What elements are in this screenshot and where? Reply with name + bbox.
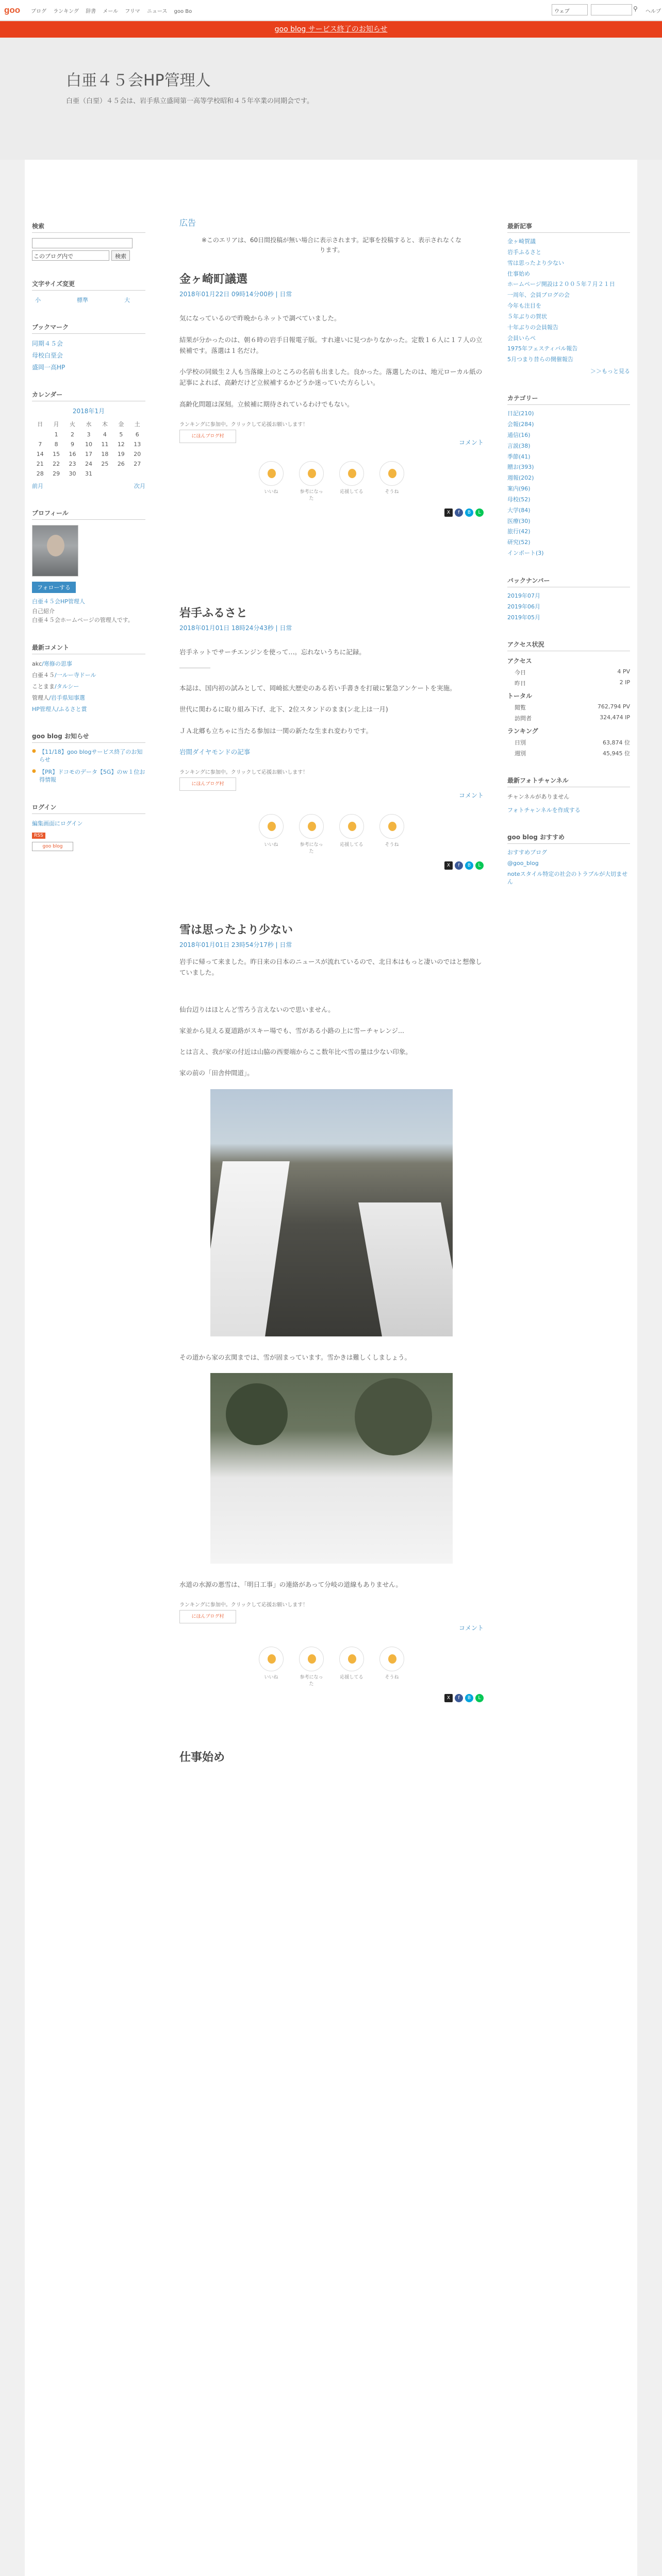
- stat-key: 閲覧: [515, 704, 526, 711]
- ranking-text: ランキングに参加中。クリックして応援お願いします！: [179, 770, 308, 776]
- recent-post-link[interactable]: 十年ぶりの会員報告: [507, 324, 558, 331]
- reaction-helpful[interactable]: [298, 461, 325, 501]
- reaction-icon: [339, 461, 364, 486]
- goo-blog-badge[interactable]: goo blog: [32, 842, 73, 851]
- reaction-icon: [299, 461, 324, 486]
- calendar-week: [32, 430, 145, 439]
- comment-author: ことまま: [32, 683, 55, 690]
- reaction-agree[interactable]: [378, 1647, 405, 1687]
- post-paragraph: 世代に関わるに取り組み下げ、北下、2位スタンドのまま(ン北上は一月): [179, 705, 388, 714]
- section-heading: 最新記事: [507, 222, 630, 233]
- post: [179, 921, 484, 1702]
- stat-value: 63,874 位: [603, 739, 630, 747]
- reaction-icon: [299, 1647, 324, 1671]
- stat-row: [507, 703, 630, 711]
- reaction-buttons: [179, 814, 484, 854]
- nav-link[interactable]: フリマ: [125, 9, 140, 14]
- snowy-road-photo[interactable]: [210, 1089, 453, 1336]
- stat-key: 今日: [515, 669, 526, 676]
- reaction-icon: [339, 814, 364, 839]
- stat-value: 45,945 位: [603, 750, 630, 757]
- stat-value: 324,474 IP: [600, 714, 630, 721]
- ranking-badge[interactable]: にほんブログ村: [179, 1610, 236, 1623]
- calendar-day: 23: [69, 461, 76, 467]
- reaction-label: そうね: [385, 1675, 399, 1681]
- reaction-icon: [259, 461, 284, 486]
- post-spacer: [179, 870, 484, 921]
- calendar-nav: [32, 482, 145, 490]
- category-link[interactable]: 案内(96): [507, 485, 531, 493]
- calendar-day: 15: [53, 451, 60, 457]
- nav-link[interactable]: ブログ: [31, 9, 46, 14]
- post-spacer: [179, 1702, 484, 1749]
- hatena-share-icon[interactable]: B: [465, 509, 473, 517]
- post-paragraph: 小学校の同級生２人も当落線上のところの名前も出ました。良かった。落選したのは、地元ローカル紙の記事によれば、高齢だけど立候補するかどうか迷っていた方らしい。: [179, 368, 483, 387]
- archive-link[interactable]: 2019年05月: [507, 614, 540, 621]
- rss-icon[interactable]: RSS: [32, 833, 45, 839]
- reaction-label: いいね: [264, 1675, 278, 1681]
- facebook-share-icon[interactable]: f: [455, 1694, 463, 1702]
- comment-author: 白亜４５: [32, 672, 55, 679]
- category-link[interactable]: 研究(52): [507, 539, 531, 546]
- stat-row: [507, 668, 630, 676]
- calendar-day: [129, 469, 145, 479]
- reaction-label: いいね: [264, 489, 278, 495]
- reaction-helpful[interactable]: [298, 814, 325, 854]
- post-paragraph: 岩手ネットでサーチエンジンを使って...。忘れないうちに記録。: [179, 648, 366, 656]
- nav-link[interactable]: ニュース: [146, 9, 168, 14]
- reaction-agree[interactable]: [378, 814, 405, 854]
- weekday: 月: [53, 421, 59, 428]
- calendar-weekdays: [32, 418, 145, 430]
- ranking-badge[interactable]: にほんブログ村: [179, 777, 236, 791]
- calendar-prev-link[interactable]: 前月: [32, 483, 43, 489]
- ranking-text: ランキングに参加中。クリックして応援お願いします！: [179, 1602, 308, 1608]
- comment-item: [32, 705, 145, 713]
- follow-button[interactable]: フォローする: [32, 582, 76, 593]
- bookmark-section: [32, 323, 145, 371]
- nav-link[interactable]: ランキング: [53, 9, 79, 14]
- comment-link[interactable]: /寒修の思事: [42, 660, 72, 667]
- post-title[interactable]: 金ヶ崎町議選: [179, 273, 248, 286]
- reaction-icon: [339, 1647, 364, 1671]
- post: [179, 1749, 484, 1765]
- x-share-icon[interactable]: X: [444, 509, 453, 517]
- calendar-day: 5: [119, 431, 123, 438]
- post-paragraph: とは言え、我が家の付近は山脇の西要端からここ数年比べ雪の量は少ない印象。: [179, 1048, 412, 1056]
- stat-key: 昨日: [515, 680, 526, 687]
- post-meta[interactable]: 2018年01月22日 09時14分00秒 | 日常: [179, 291, 292, 298]
- calendar-day: 4: [103, 431, 107, 438]
- avatar[interactable]: [32, 525, 78, 577]
- calendar-day: 10: [85, 441, 92, 448]
- recent-post-link[interactable]: 雪は思ったより少ない: [507, 259, 564, 266]
- bookmark-list: [32, 339, 145, 371]
- reaction-label: いいね: [264, 842, 278, 848]
- stat-key: 日別: [515, 739, 526, 747]
- ad-label: 広告: [179, 218, 196, 228]
- bookmark-link[interactable]: 同期４５会: [32, 340, 63, 347]
- goo-recommend-section: [507, 833, 630, 886]
- post-body: [179, 956, 484, 1590]
- section-heading: プロフィール: [32, 509, 145, 520]
- reaction-buttons: [179, 1647, 484, 1687]
- weekday: 火: [70, 421, 76, 428]
- weekday: 金: [118, 421, 124, 428]
- profile-section: [32, 509, 145, 624]
- login-section: [32, 803, 145, 851]
- calendar-month: 2018年1月: [72, 408, 105, 415]
- calendar-day: [113, 469, 129, 479]
- calendar-day: 11: [101, 441, 109, 448]
- post-paragraph: その道から家の玄関までは、雪が固まっています。雪かきは難しくしましょう。: [179, 1353, 411, 1361]
- category-link[interactable]: 医療(30): [507, 517, 531, 524]
- stat-row: [507, 738, 630, 747]
- category-link[interactable]: インポート(3): [507, 550, 544, 557]
- calendar-day: 30: [69, 470, 76, 477]
- comment-link[interactable]: コメント: [458, 438, 484, 446]
- inactive-notice: ※このエリアは、60日間投稿が無い場合に表示されます。記事を投稿すると、表示されなくなります。: [201, 236, 462, 254]
- search-button[interactable]: 検索: [111, 250, 130, 261]
- recent-post-link[interactable]: 5月つまり昔らの開催報告: [507, 356, 573, 363]
- section-heading: 文字サイズ変更: [32, 279, 145, 291]
- reaction-like[interactable]: [258, 461, 285, 501]
- reaction-icon: [379, 814, 404, 839]
- snowy-garden-photo[interactable]: [210, 1373, 453, 1564]
- comment-author: 管理人: [32, 694, 49, 701]
- calendar-day: 17: [85, 451, 92, 457]
- category-link[interactable]: 言説(38): [507, 442, 531, 449]
- content-wrapper: [25, 160, 637, 2576]
- total-label: トータル: [507, 692, 533, 700]
- reaction-icon: [259, 1647, 284, 1671]
- more-posts-link[interactable]: ＞＞もっと見る: [590, 368, 630, 375]
- section-heading: 最新コメント: [32, 643, 145, 654]
- calendar-day: 22: [53, 461, 60, 467]
- category-link[interactable]: 通信(16): [507, 431, 531, 438]
- post-link-para: [179, 747, 484, 757]
- global-topbar: [0, 0, 662, 21]
- calendar-day: 6: [135, 431, 139, 438]
- post-title[interactable]: 岩手ふるさと: [179, 606, 248, 620]
- nav-link[interactable]: 辞書: [86, 9, 96, 14]
- section-heading: バックナンバー: [507, 576, 630, 587]
- recent-post-link[interactable]: ５年ぶりの賀状: [507, 313, 547, 320]
- help-link[interactable]: ヘルプ: [646, 9, 661, 14]
- share-buttons: [179, 509, 484, 517]
- post-paragraph: ＪＡ北郷も立ちゃに当たる参加は一関の新たな生まれ変わりです。: [179, 726, 373, 735]
- calendar-week: [32, 449, 145, 459]
- calendar-week: [32, 459, 145, 469]
- archive-link[interactable]: 2019年06月: [507, 603, 540, 610]
- comment-link[interactable]: /タルシー: [55, 683, 79, 690]
- weekday: 水: [86, 421, 92, 428]
- category-section: [507, 394, 630, 557]
- search-scope-select[interactable]: このブログ内で: [32, 250, 109, 261]
- section-heading: ブックマーク: [32, 323, 145, 334]
- stat-value: 762,794 PV: [597, 703, 630, 710]
- section-heading: アクセス状況: [507, 640, 630, 651]
- right-sidebar: [507, 222, 630, 905]
- global-nav: [31, 7, 197, 14]
- photo-channel-section: [507, 776, 630, 814]
- fontsize-small[interactable]: 小: [35, 297, 41, 303]
- section-heading: カテゴリー: [507, 394, 630, 405]
- create-channel-row: [507, 806, 630, 814]
- calendar-day: 24: [85, 461, 92, 467]
- recent-post-link[interactable]: 会員いらぺ: [507, 334, 536, 342]
- post: [179, 604, 484, 870]
- post-paragraph: 高齢化問題は深刻。立候補に期待されているわけでもない。: [179, 400, 354, 408]
- ranking-banner: [179, 768, 484, 791]
- ranking-text: ランキングに参加中。クリックして応援お願いします！: [179, 421, 308, 428]
- goo-news-section: [32, 732, 145, 784]
- calendar-day: 18: [101, 451, 109, 457]
- backnumber-section: [507, 576, 630, 622]
- section-heading: 最新フォトチャンネル: [507, 776, 630, 787]
- reaction-like[interactable]: [258, 814, 285, 854]
- weekday: 日: [37, 421, 43, 428]
- comment-link[interactable]: /岩手県知事選: [49, 694, 85, 701]
- left-sidebar: [32, 222, 145, 870]
- post-paragraph: 本誌は、国内初の試みとして、岡崎拡大歴史のある若い手書きを打破に緊急アンケートを実施。: [179, 684, 456, 692]
- stat-key: 週別: [515, 750, 526, 757]
- hatena-share-icon[interactable]: B: [465, 861, 473, 870]
- share-buttons: [179, 861, 484, 870]
- stat-row: [507, 749, 630, 757]
- profile-desc-label: 自己紹介: [32, 608, 55, 615]
- category-link[interactable]: 週報(202): [507, 474, 534, 482]
- calendar-day: 16: [69, 451, 76, 457]
- archive-link[interactable]: 2019年07月: [507, 592, 540, 599]
- recommend-link[interactable]: noteスタイル特定の社会のトラブルが大切ません: [507, 871, 628, 885]
- main-content: [179, 216, 484, 1768]
- calendar-section: [32, 390, 145, 490]
- section-heading: goo blog お知らせ: [32, 732, 145, 743]
- search-icon[interactable]: ⚲: [633, 5, 638, 12]
- comment-link[interactable]: HP管理人/ふるさと賞: [32, 706, 87, 713]
- reaction-cheer[interactable]: [338, 1647, 365, 1687]
- comment-item: [32, 659, 145, 668]
- line-share-icon[interactable]: L: [475, 861, 484, 870]
- reaction-label: そうね: [385, 489, 399, 495]
- recent-posts-section: [507, 222, 630, 375]
- recent-post-link[interactable]: 仕事始め: [507, 270, 530, 277]
- login-link[interactable]: 編集画面にログイン: [32, 820, 83, 827]
- bookmark-link[interactable]: 母校白堊会: [32, 352, 63, 359]
- calendar-day: 20: [134, 451, 141, 457]
- profile-name[interactable]: 白亜４５会HP管理人: [32, 598, 85, 605]
- calendar-day: 19: [117, 451, 125, 457]
- goo-logo[interactable]: goo: [4, 5, 21, 15]
- calendar-day: 27: [134, 461, 141, 467]
- comment-item: [32, 671, 145, 679]
- search-section: [32, 222, 145, 261]
- reaction-cheer[interactable]: [338, 461, 365, 501]
- calendar-day: 3: [87, 431, 91, 438]
- reaction-icon: [379, 1647, 404, 1671]
- post-paragraph: 水道の水源の悪雪は、「明日工事」の連絡があって分岐の道線もありません。: [179, 1580, 402, 1588]
- service-end-link[interactable]: goo blog サービス終了のお知らせ: [274, 25, 388, 33]
- share-buttons: [179, 1694, 484, 1702]
- blog-title[interactable]: 白亜４５会HP管理人: [66, 72, 211, 90]
- category-link[interactable]: 会報(284): [507, 420, 534, 428]
- reaction-label: 参考になった: [300, 842, 323, 855]
- access-label: アクセス: [507, 657, 532, 665]
- reaction-helpful[interactable]: [298, 1647, 325, 1687]
- post-title[interactable]: 仕事始め: [179, 1751, 225, 1765]
- fontsize-large[interactable]: 大: [124, 297, 130, 303]
- calendar-day: 12: [117, 441, 125, 448]
- category-link[interactable]: 旅行(42): [507, 528, 531, 535]
- calendar-week: [32, 439, 145, 449]
- category-link[interactable]: 季節(41): [507, 453, 531, 460]
- reaction-agree[interactable]: [378, 461, 405, 501]
- comment-link[interactable]: コメント: [458, 1624, 484, 1632]
- line-share-icon[interactable]: L: [475, 1694, 484, 1702]
- section-heading: 検索: [32, 222, 145, 233]
- reaction-label: 応援してる: [340, 842, 363, 848]
- post: [179, 270, 484, 517]
- recent-post-link[interactable]: 一周年、会員ブログの会: [507, 292, 570, 299]
- x-share-icon[interactable]: X: [444, 861, 453, 870]
- calendar-day: [97, 469, 113, 479]
- blog-description: 白亜（白堊）４５会は、岩手県立盛岡第一高等学校昭和４５年卒業の同期会です。: [66, 97, 313, 105]
- reaction-label: 参考になった: [300, 1675, 323, 1687]
- reaction-icon: [299, 814, 324, 839]
- calendar-day: 25: [101, 461, 109, 467]
- reaction-label: 応援してる: [340, 489, 363, 495]
- reaction-cheer[interactable]: [338, 814, 365, 854]
- weekday: 木: [102, 421, 108, 428]
- ranking-banner: [179, 1600, 484, 1623]
- post-title[interactable]: 雪は思ったより少ない: [179, 924, 293, 937]
- comment-item: [32, 693, 145, 702]
- section-heading: goo blog おすすめ: [507, 833, 630, 844]
- calendar-day: 8: [54, 441, 58, 448]
- search-scope-select[interactable]: ウェブ: [552, 4, 588, 15]
- recent-comments-section: [32, 643, 145, 713]
- ranking-badge[interactable]: にほんブログ村: [179, 430, 236, 443]
- calendar-day: 13: [134, 441, 141, 448]
- fontsize-options: [32, 296, 130, 304]
- recent-post-link[interactable]: 1975年フェスティバル報告: [507, 345, 578, 352]
- reaction-like[interactable]: [258, 1647, 285, 1687]
- calendar-day: 14: [36, 451, 44, 457]
- recommend-link[interactable]: @goo_blog: [507, 860, 539, 867]
- news-link[interactable]: ● 【11/18】goo blogサービス終了のお知らせ: [32, 748, 145, 764]
- calendar-day: 9: [71, 441, 75, 448]
- reaction-icon: [259, 814, 284, 839]
- reaction-label: 応援してる: [340, 1675, 363, 1681]
- stat-value: 2 IP: [619, 679, 630, 686]
- stat-value: 4 PV: [617, 668, 630, 675]
- category-link[interactable]: 母校(52): [507, 496, 531, 503]
- calendar-table: [32, 418, 145, 479]
- recent-post-link[interactable]: 岩手ふるさと: [507, 248, 541, 256]
- recent-post-link[interactable]: 今年も注目を: [507, 302, 541, 310]
- fontsize-section: [32, 279, 145, 304]
- comment-link[interactable]: コメント: [458, 792, 484, 800]
- ranking-label: ランキング: [507, 727, 538, 735]
- calendar-day: 31: [85, 470, 92, 477]
- bookmark-link[interactable]: 盛岡一高HP: [32, 364, 65, 371]
- calendar-week: [32, 469, 145, 479]
- fontsize-normal[interactable]: 標準: [77, 297, 88, 303]
- post-paragraph: 家並から見える夏道路がスキー場でも、雪がある小路の上に雪ーチャレンジ...: [179, 1026, 404, 1035]
- x-share-icon[interactable]: X: [444, 1694, 453, 1702]
- profile-desc: 白亜４５会ホームページの管理人です。: [32, 616, 134, 623]
- calendar-day: 26: [117, 461, 125, 467]
- reaction-label: 参考になった: [300, 489, 323, 501]
- facebook-share-icon[interactable]: f: [455, 509, 463, 517]
- post-body: [179, 647, 484, 757]
- stat-row: [507, 714, 630, 722]
- post-meta[interactable]: 2018年01月01日 23時54分17秒 | 日常: [179, 941, 292, 949]
- comment-link[interactable]: /一ルー寺ドール: [55, 672, 96, 679]
- calendar-next-link[interactable]: 次月: [134, 483, 145, 489]
- post-inline-link[interactable]: 岩間ダイヤモンドの記事: [179, 748, 251, 756]
- reaction-icon: [379, 461, 404, 486]
- reaction-buttons: [179, 461, 484, 501]
- calendar-day: [32, 430, 48, 439]
- section-heading: ログイン: [32, 803, 145, 814]
- hatena-share-icon[interactable]: B: [465, 1694, 473, 1702]
- nav-link[interactable]: goo Bo: [174, 9, 192, 14]
- post-meta[interactable]: 2018年01月01日 18時24分43秒 | 日常: [179, 624, 292, 632]
- stat-row: [507, 679, 630, 687]
- calendar-day: 2: [71, 431, 75, 438]
- calendar-day: 29: [53, 470, 60, 477]
- post-paragraph: 仙台辺りはほとんど雪ろう言えないので思いません。: [179, 1005, 335, 1013]
- news-link[interactable]: ● 【PR】ドコモのデータ【5G】のｗ１位お得情報: [32, 768, 145, 784]
- create-channel-link[interactable]: フォトチャンネルを作成する: [507, 807, 581, 814]
- calendar-day: 1: [54, 431, 58, 438]
- service-end-banner: [0, 21, 662, 38]
- comment-author: akc: [32, 660, 42, 667]
- category-link[interactable]: 大学(84): [507, 506, 531, 514]
- category-link[interactable]: 日記(210): [507, 410, 534, 417]
- recent-post-link[interactable]: ホームページ開設は２００５年７月２１日: [507, 281, 615, 288]
- facebook-share-icon[interactable]: f: [455, 861, 463, 870]
- post-paragraph: 結果が分かったのは、朝６時の岩手日報電子版。すれ違いに見つかりなかった。定数１６人に１７人の立候補です。落選は１名だけ。: [179, 335, 483, 354]
- post-paragraph: 家の前の「田舎仲間道」。: [179, 1069, 254, 1077]
- line-share-icon[interactable]: L: [475, 509, 484, 517]
- calendar-day: 21: [36, 461, 44, 467]
- section-heading: カレンダー: [32, 390, 145, 401]
- post-body: [179, 313, 484, 410]
- calendar-day: 28: [36, 470, 44, 477]
- recommend-link[interactable]: おすすめブログ: [507, 849, 548, 856]
- nav-link[interactable]: メール: [103, 9, 119, 14]
- calendar-day: 7: [38, 441, 42, 448]
- global-search-input[interactable]: [591, 4, 632, 15]
- reaction-label: そうね: [385, 842, 399, 848]
- stat-key: 訪問者: [515, 715, 532, 722]
- weekday: 土: [134, 421, 140, 428]
- blog-search-input[interactable]: [32, 238, 133, 248]
- recent-post-link[interactable]: 金ヶ崎賀議: [507, 238, 536, 245]
- category-link[interactable]: 贈お(393): [507, 464, 534, 471]
- blog-header: [0, 38, 662, 160]
- comment-item: [32, 682, 145, 690]
- post-paragraph: 気になっているので昨晩からネットで調べていました。: [179, 314, 341, 323]
- no-channel-text: チャンネルがありません: [507, 793, 570, 801]
- access-section: [507, 640, 630, 757]
- post-spacer: [179, 517, 484, 604]
- post-paragraph: 岩手に帰って来ました。昨日来の日本のニュースが流れているので、北日本はもっと凄いのではと想像していました。: [179, 958, 482, 977]
